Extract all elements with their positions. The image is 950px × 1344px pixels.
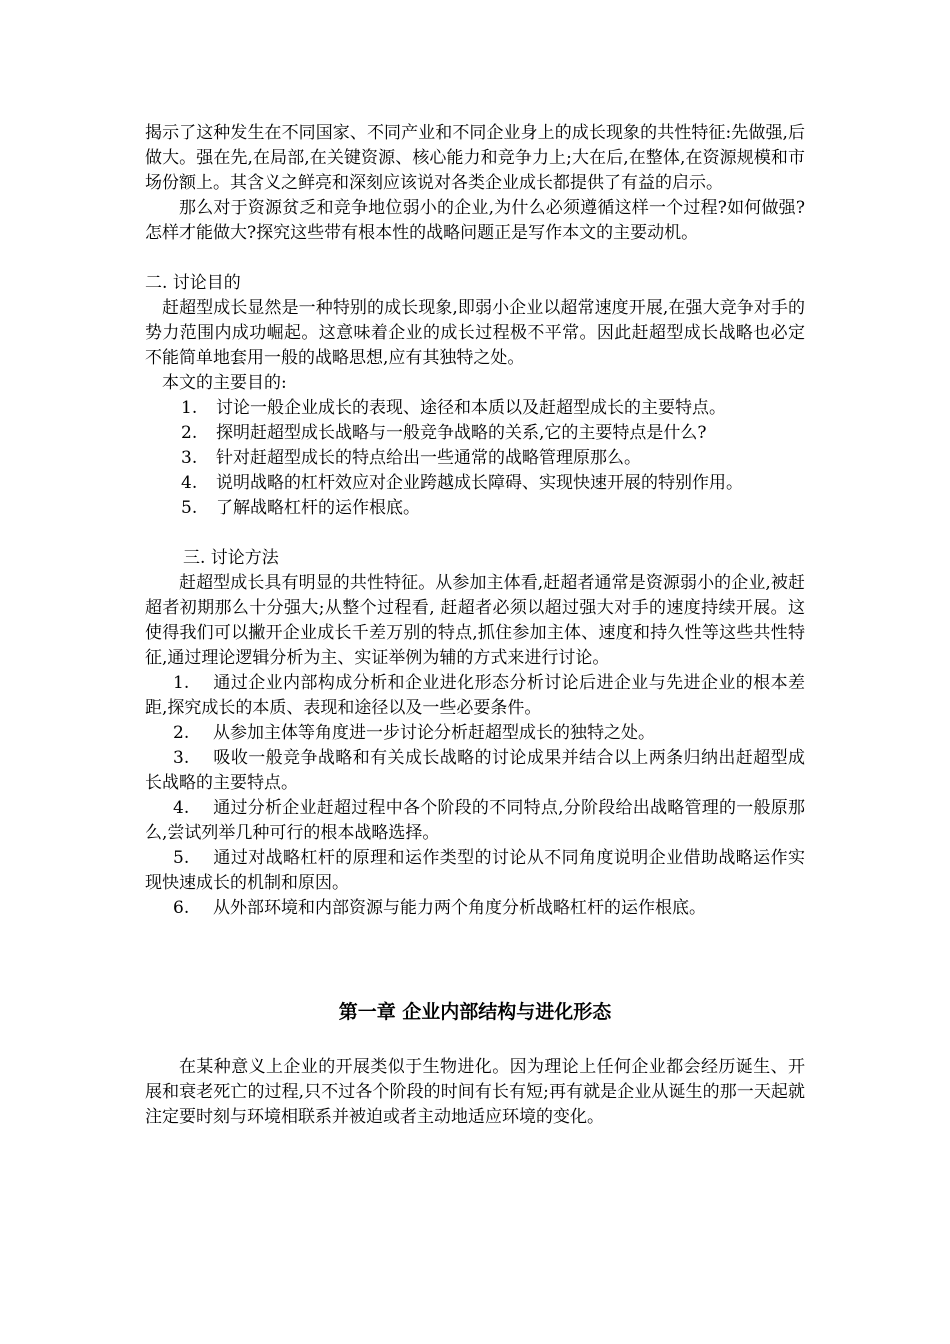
section-3-paragraph: 赶超型成长具有明显的共性特征。从参加主体看,赶超者通常是资源弱小的企业,被赶超者初期那么十分强大;从整个过程看, 赶超者必须以超过强大对手的速度持续开展。这使得我们可以撇开企业成长千差万别的特点,抓住参加主体、速度和持久性等这些共性特征,通过理论逻辑分析为主、实证举例为辅的方式来进行讨论。 — [145, 573, 805, 668]
intro-paragraph-2: 那么对于资源贫乏和竞争地位弱小的企业,为什么必须遵循这样一个过程?如何做强?怎样才能做大?探究这些带有根本性的战略问题正是写作本文的主要动机。 — [145, 198, 805, 243]
goal-item — [145, 396, 805, 421]
section-2-lead: 本文的主要目的: — [162, 373, 287, 393]
method-item — [145, 671, 805, 721]
goal-item — [145, 496, 805, 521]
goal-number: 4. — [181, 473, 198, 493]
section-2-heading: 二. 讨论目的 — [145, 273, 241, 293]
method-number: 3. — [173, 748, 190, 768]
intro-paragraph-1: 揭示了这种发生在不同国家、不同产业和不同企业身上的成长现象的共性特征:先做强,后做大。强在先,在局部,在关键资源、核心能力和竞争力上;大在后,在整体,在资源规模和市场份额上。其含义之鲜亮和深刻应该说对各类企业成长都提供了有益的启示。 — [145, 123, 805, 193]
blank-line — [145, 246, 805, 271]
method-number: 6. — [173, 898, 190, 918]
chapter-title: 第一章 企业内部结构与进化形态 — [338, 1001, 612, 1023]
goal-text: 探明赶超型成长战略与一般竞争战略的关系,它的主要特点是什么? — [216, 423, 707, 443]
goal-item — [145, 446, 805, 471]
goal-number: 5. — [181, 498, 198, 518]
chapter-1-paragraph: 在某种意义上企业的开展类似于生物进化。因为理论上任何企业都会经历诞生、开展和衰老死亡的过程,只不过各个阶段的时间有长有短;再有就是企业从诞生的那一天起就注定要时刻与环境相联系并被迫或者主动地适应环境的变化。 — [145, 1057, 805, 1127]
method-text: 通过企业内部构成分析和企业进化形态分析讨论后进企业与先进企业的根本差距,探究成长的本质、表现和途径以及一些必要条件。 — [145, 673, 805, 718]
method-number: 4. — [173, 798, 190, 818]
document-page — [145, 121, 805, 1130]
section-2-paragraph: 赶超型成长显然是一种特别的成长现象,即弱小企业以超常速度开展,在强大竞争对手的势力范围内成功崛起。这意味着企业的成长过程极不平常。因此赶超型成长战略也必定不能简单地套用一般的战略思想,应有其独特之处。 — [145, 298, 805, 368]
method-number: 1. — [173, 673, 190, 693]
goal-number: 3. — [181, 448, 198, 468]
method-item — [145, 846, 805, 896]
section-3-heading: 三. 讨论方法 — [183, 548, 279, 568]
method-text: 通过分析企业赶超过程中各个阶段的不同特点,分阶段给出战略管理的一般原那么,尝试列举几种可行的根本战略选择。 — [145, 798, 805, 843]
goal-text: 说明战略的杠杆效应对企业跨越成长障碍、实现快速开展的特别作用。 — [216, 473, 743, 493]
method-number: 2. — [173, 723, 190, 743]
goals-list — [145, 396, 805, 521]
method-item — [145, 746, 805, 796]
spacer — [145, 1027, 805, 1055]
method-text: 从参加主体等角度进一步讨论分析赶超型成长的独特之处。 — [213, 723, 655, 743]
method-text: 吸收一般竞争战略和有关成长战略的讨论成果并结合以上两条归纳出赶超型成长战略的主要特点。 — [145, 748, 805, 793]
method-item — [145, 896, 805, 921]
goal-number: 2. — [181, 423, 198, 443]
method-item — [145, 721, 805, 746]
method-text: 从外部环境和内部资源与能力两个角度分析战略杠杆的运作根底。 — [213, 898, 706, 918]
method-text: 通过对战略杠杆的原理和运作类型的讨论从不同角度说明企业借助战略运作实现快速成长的机制和原因。 — [145, 848, 805, 893]
goal-number: 1. — [181, 398, 198, 418]
method-item — [145, 796, 805, 846]
blank-line — [145, 521, 805, 546]
spacer — [145, 921, 805, 997]
goal-text: 针对赶超型成长的特点给出一些通常的战略管理原那么。 — [216, 448, 641, 468]
method-number: 5. — [173, 848, 190, 868]
goal-text: 了解战略杠杆的运作根底。 — [216, 498, 420, 518]
goal-item — [145, 421, 805, 446]
goal-text: 讨论一般企业成长的表现、途径和本质以及赶超型成长的主要特点。 — [216, 398, 726, 418]
goal-item — [145, 471, 805, 496]
